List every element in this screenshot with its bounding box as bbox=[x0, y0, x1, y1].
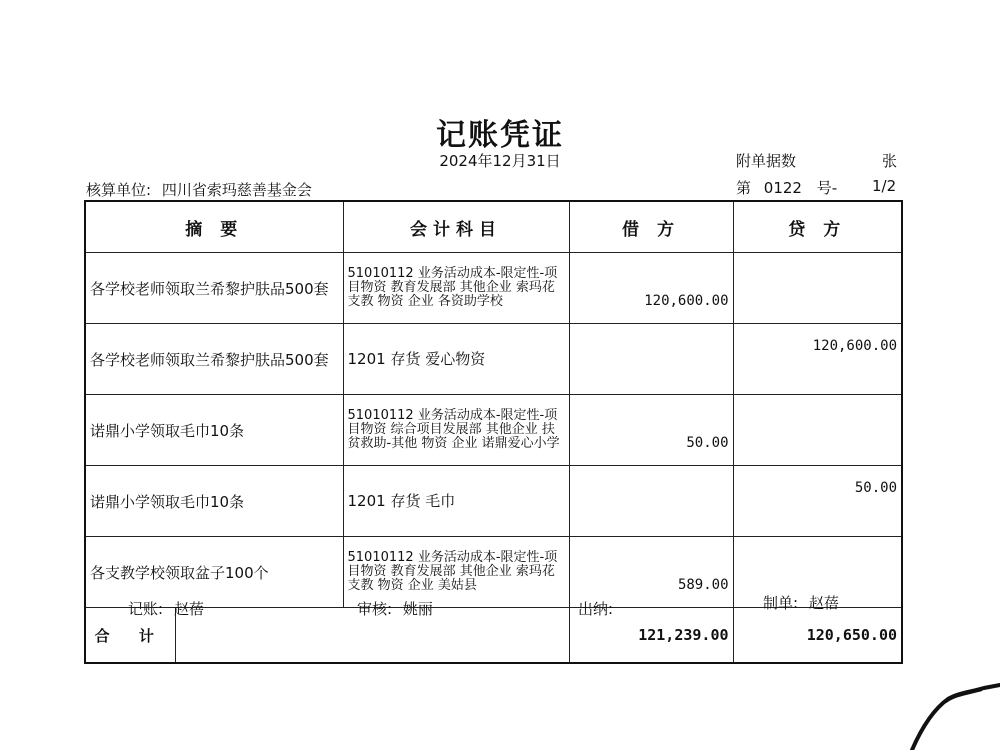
table-header-row bbox=[85, 201, 902, 253]
preparer-signature bbox=[763, 592, 839, 613]
preparer-name: 赵蓓 bbox=[808, 594, 839, 612]
total-credit: 120,650.00 bbox=[733, 608, 902, 664]
voucher-number-suffix: 号- bbox=[816, 179, 838, 197]
entry-account: 1201 存货 爱心物资 bbox=[343, 324, 569, 395]
bookkeeper-name: 赵蓓 bbox=[173, 600, 204, 618]
entry-credit bbox=[733, 395, 902, 466]
total-debit: 121,239.00 bbox=[569, 608, 733, 664]
table-row bbox=[85, 395, 902, 466]
total-label: 合 计 bbox=[85, 608, 175, 664]
entry-credit: 120,600.00 bbox=[733, 324, 902, 395]
bookkeeper-label: 记账: bbox=[128, 600, 164, 618]
reviewer-name: 姚丽 bbox=[402, 600, 433, 618]
entry-debit: 120,600.00 bbox=[569, 253, 733, 324]
voucher-date: 2024年12月31日 bbox=[439, 152, 561, 170]
entry-account: 1201 存货 毛巾 bbox=[343, 466, 569, 537]
voucher-title: 记账凭证 bbox=[436, 118, 564, 153]
header-credit: 贷 方 bbox=[733, 201, 902, 253]
attachments-label: 附单据数 bbox=[736, 152, 797, 170]
preparer-label: 制单: bbox=[763, 594, 799, 612]
bookkeeper-signature bbox=[128, 598, 204, 619]
reviewer-signature bbox=[357, 598, 433, 619]
voucher-number-prefix: 第 bbox=[736, 179, 752, 197]
header-debit: 借 方 bbox=[569, 201, 733, 253]
entry-debit: 50.00 bbox=[569, 395, 733, 466]
entry-account: 51010112 业务活动成本-限定性-项目物资 综合项目发展部 其他企业 扶贫救助-其他 物资 企业 诺鼎爱心小学 bbox=[343, 395, 569, 466]
voucher-number bbox=[736, 177, 837, 198]
entry-account: 51010112 业务活动成本-限定性-项目物资 教育发展部 其他企业 索玛花支教 物资 企业 各资助学校 bbox=[343, 253, 569, 324]
entry-summary: 诺鼎小学领取毛巾10条 bbox=[85, 395, 343, 466]
table-row bbox=[85, 324, 902, 395]
voucher-page: 1/2 bbox=[872, 177, 897, 195]
accounting-unit bbox=[86, 179, 312, 200]
total-row bbox=[85, 608, 902, 664]
accounting-unit-label: 核算单位: bbox=[86, 181, 152, 199]
cashier-label: 出纳: bbox=[578, 600, 614, 618]
pen-stroke-mark bbox=[900, 675, 1000, 750]
entry-credit: 50.00 bbox=[733, 466, 902, 537]
reviewer-label: 审核: bbox=[357, 600, 393, 618]
entry-summary: 各学校老师领取兰希黎护肤品500套 bbox=[85, 324, 343, 395]
entry-summary: 各学校老师领取兰希黎护肤品500套 bbox=[85, 253, 343, 324]
entry-debit bbox=[569, 324, 733, 395]
entry-credit bbox=[733, 253, 902, 324]
table-row bbox=[85, 466, 902, 537]
voucher-number-value: 0122 bbox=[763, 179, 802, 197]
entry-summary: 诺鼎小学领取毛巾10条 bbox=[85, 466, 343, 537]
entry-debit: 589.00 bbox=[569, 537, 733, 608]
attachments-unit: 张 bbox=[882, 152, 898, 170]
table-row bbox=[85, 253, 902, 324]
cashier-signature bbox=[578, 598, 619, 619]
entry-summary: 各支教学校领取盆子100个 bbox=[85, 537, 343, 608]
header-account: 会计科目 bbox=[343, 201, 569, 253]
entry-account: 51010112 业务活动成本-限定性-项目物资 教育发展部 其他企业 索玛花支教 物资 企业 美姑县 bbox=[343, 537, 569, 608]
entry-debit bbox=[569, 466, 733, 537]
accounting-unit-name: 四川省索玛慈善基金会 bbox=[161, 181, 312, 199]
header-summary: 摘 要 bbox=[85, 201, 343, 253]
